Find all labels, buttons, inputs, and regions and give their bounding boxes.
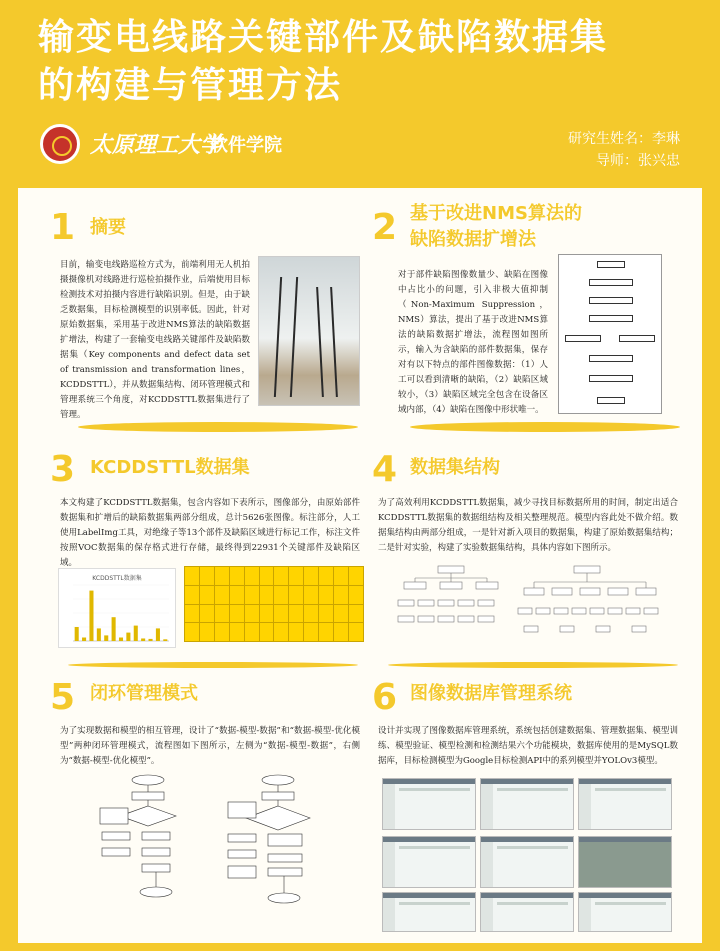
table-row <box>185 623 364 642</box>
student-name: 研究生姓名：李琳 <box>568 131 680 147</box>
section-2-text: 对于部件缺陷图像数量少、缺陷在图像中占比小的问题，引入非极大值抑制（Non-Maximum Suppression，NMS）算法，提出了基于改进NMS算法的缺陷数据扩增法，流程图如图所示，输入为含缺陷的部件数据集，保存对有以下特点的部件图像数据：（1）人工可以看到清晰的缺陷，（2）缺陷区域较小，（3）缺陷区域完全包含在设备区域内部，（4）缺陷在图像中形状唯一。 <box>398 270 548 415</box>
system-screenshot-3 <box>578 778 672 830</box>
chart-title: KCDDSTTL数据集 <box>92 575 142 582</box>
table-row <box>185 604 364 623</box>
system-screenshot-7 <box>382 892 476 932</box>
transmission-tower-photo <box>258 256 360 406</box>
divider-4 <box>388 662 678 668</box>
dataset-table <box>184 566 364 642</box>
bar-10 <box>141 638 145 641</box>
dataset-bar-chart <box>58 568 176 648</box>
section-5-title: 闭环管理模式 <box>90 683 198 704</box>
university-logo <box>40 124 80 164</box>
system-screenshot-1 <box>382 778 476 830</box>
bar-13 <box>163 639 167 641</box>
bar-3 <box>89 591 93 641</box>
section-1-title: 摘要 <box>90 217 126 238</box>
section-3-title: KCDDSTTL数据集 <box>90 457 250 478</box>
section-6-number: 6 <box>372 677 398 718</box>
table-row <box>185 567 364 586</box>
divider-3 <box>68 662 358 668</box>
section-3-text: 本文构建了KCDDSTTL数据集，包含内容如下表所示，图像部分，由原始部件数据集和扩增后的缺陷数据集两部分组成，总计5626张图像。标注部分，人工使用LabelImg工具，对绝缘子等13个部件及缺陷区域进行标记工作，标注文件按照VOC数据集的保存格式进行存储，最终得到22931个关键部件及缺陷区域。 <box>60 498 360 568</box>
section-5-text: 为了实现数据和模型的相互管理，设计了“数据-模型-数据”和“数据-模型-优化模型”两种闭环管理模式，流程图如下图所示，左侧为“数据-模型-数据”，右侧为“数据-模型-优化模型”。 <box>60 726 360 766</box>
bar-1 <box>75 627 79 641</box>
closed-loop-flowchart <box>98 774 348 910</box>
bar-7 <box>119 638 123 642</box>
table-row <box>185 585 364 604</box>
section-4-text: 为了高效利用KCDDSTTL数据集，减少寻找目标数据所用的时间，制定出适合KCDDSTTL数据集的数据组结构及相关整理规范。模型内容此处不做介绍。数据集结构由两部分组成，一是针对新入项目的数据集，构建了原始数据集结构；二是针对实验，构建了实验数据集结构，具体内容如下图所示。 <box>378 498 678 553</box>
system-screenshot-4 <box>382 836 476 888</box>
section-6-text: 设计并实现了图像数据库管理系统，系统包括创建数据集、管理数据集、模型训练、模型验证、模型检测和检测结果六个功能模块，数据库使用的是MySQL数据库，目标检测模型为Google目标检测API中的系列模型并YOLOv3模型。 <box>378 726 678 766</box>
system-screenshot-9 <box>578 892 672 932</box>
bar-11 <box>149 639 153 641</box>
nms-flowchart <box>558 254 662 414</box>
bar-6 <box>112 617 116 641</box>
poster-title <box>38 14 698 110</box>
bar-2 <box>82 638 86 642</box>
bar-12 <box>156 628 160 641</box>
university-name: 太原理工大学 <box>90 132 223 158</box>
dataset-structure-diagram <box>394 562 674 648</box>
section-6-title: 图像数据库管理系统 <box>410 683 572 704</box>
author-block <box>568 128 680 172</box>
section-2-number: 2 <box>372 207 398 248</box>
bar-4 <box>97 628 101 641</box>
bar-5 <box>104 635 108 641</box>
section-3-number: 3 <box>50 449 76 490</box>
advisor-name: 导师：张兴忠 <box>596 153 680 169</box>
divider-1 <box>78 422 358 432</box>
title-line-2: 的构建与管理方法 <box>38 65 343 106</box>
section-2-title-line-2: 缺陷数据扩增法 <box>410 229 536 250</box>
bar-9 <box>134 626 138 641</box>
section-2-title-line-1: 基于改进NMS算法的 <box>410 203 582 224</box>
section-1-number: 1 <box>50 207 76 248</box>
bar-8 <box>126 633 130 641</box>
bar-chart-svg <box>59 569 177 649</box>
divider-2 <box>410 422 680 432</box>
content-panel <box>18 188 702 943</box>
title-line-1: 输变电线路关键部件及缺陷数据集 <box>38 17 609 58</box>
section-4-number: 4 <box>372 449 398 490</box>
system-screenshot-8 <box>480 892 574 932</box>
college-name: 软件学院 <box>210 135 282 156</box>
system-screenshot-6 <box>578 836 672 888</box>
section-1-text: 目前，输变电线路巡检方式为，前端利用无人机拍摄摄像机对线路进行巡检拍摄作业，后端使用目标检测技术对拍摄内容进行缺陷识别。但是，由于缺乏数据集，目标检测模型的识别率低。因此，针对原始数据集，采用基于改进NMS算法的缺陷数据扩增法，构建了一套输变电线路关键部件及缺陷数据集（Key components and defect data set of transmission and transformation lines，KCDDSTTL），并从数据集结构、闭环管理模式和管理系统三个角度，对KCDDSTTL数据集进行了管理。 <box>60 260 250 420</box>
section-4-title: 数据集结构 <box>410 457 500 478</box>
system-screenshot-2 <box>480 778 574 830</box>
section-5-number: 5 <box>50 677 76 718</box>
system-screenshot-5 <box>480 836 574 888</box>
